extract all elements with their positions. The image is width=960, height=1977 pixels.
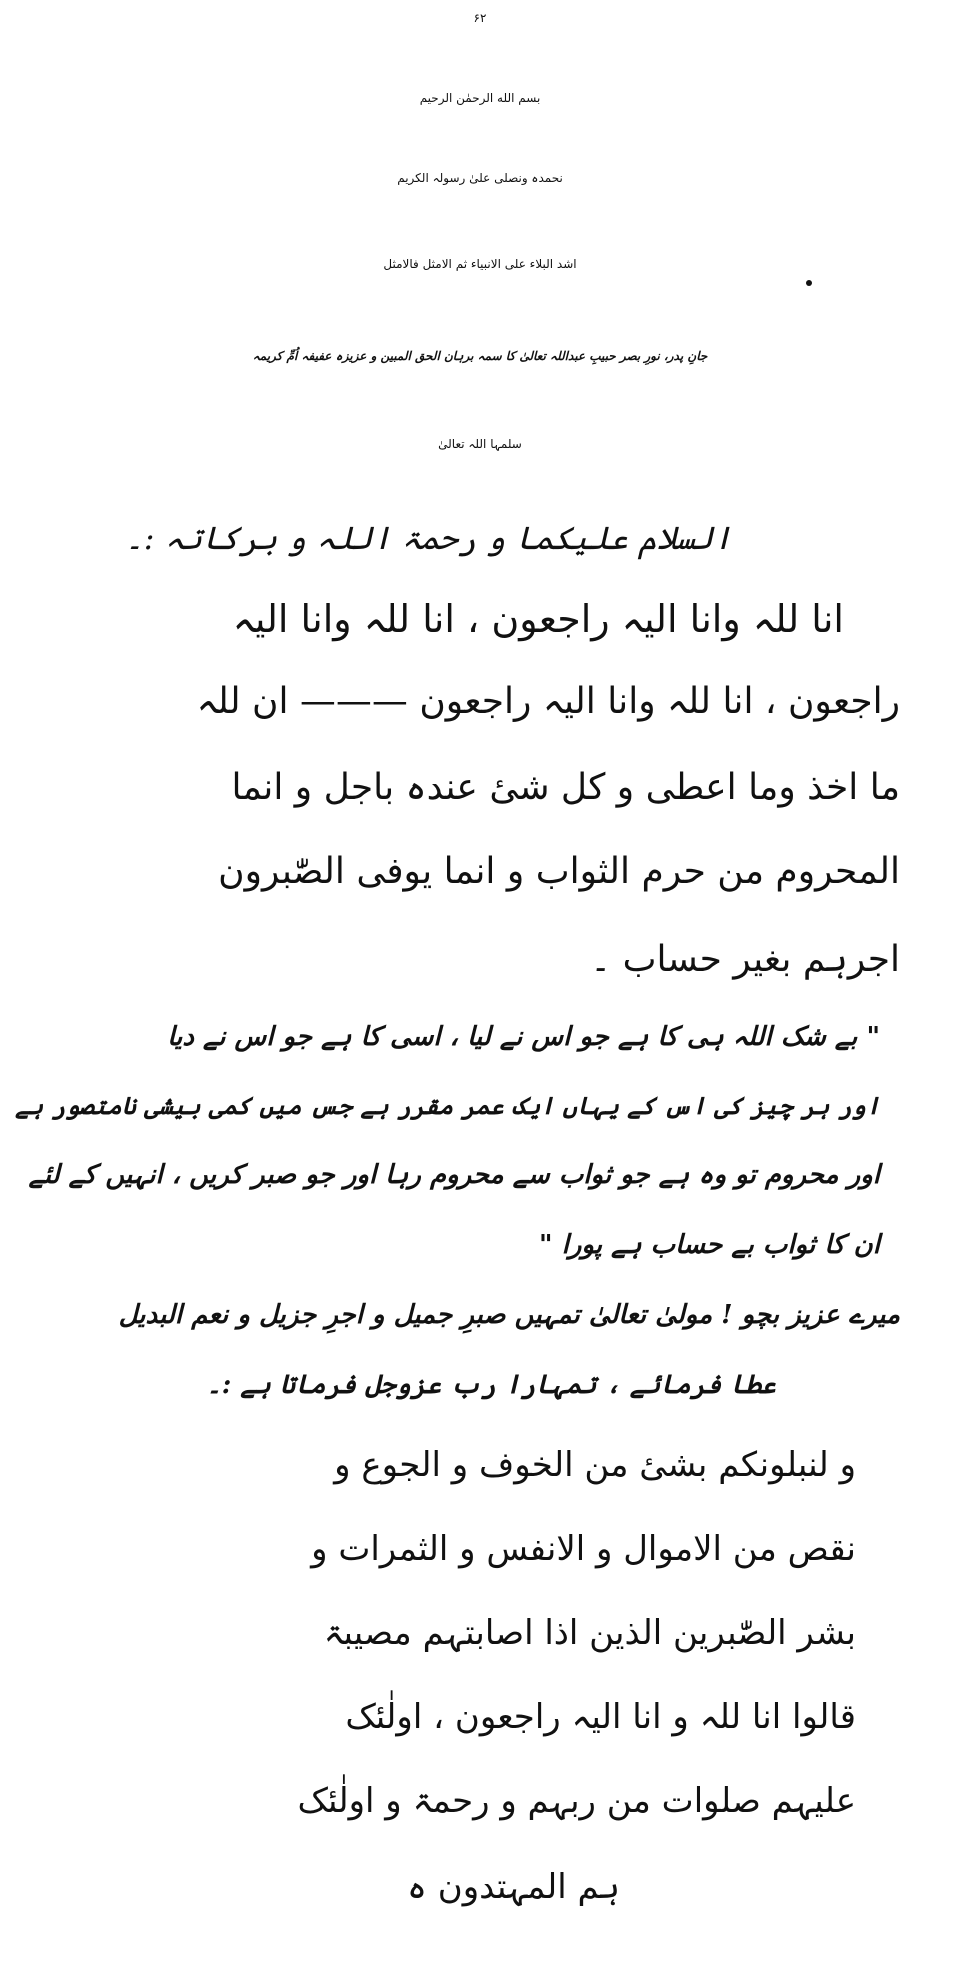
translation-line: اور محروم تو وہ ہے جو ثواب سے محروم رہا اور جو صبر کریں ، انہیں کے لئے: [28, 1160, 880, 1190]
address-blessing: سلمہا اللہ تعالیٰ: [438, 437, 522, 451]
salutation-line: نحمدہ ونصلی علیٰ رسولہ الکریم: [397, 171, 563, 185]
dua-line: میرے عزیز بچو ! مولیٰ تعالیٰ تمہیں صبرِ جمیل و اجرِ جزیل و نعم البدیل: [118, 1300, 900, 1330]
page-number: ۶۲: [473, 11, 487, 25]
arabic-line: انا للہ وانا الیہ راجعون ، انا للہ وانا الیہ: [232, 597, 844, 641]
quran-line: بشر الصّٰبرین الذین اذا اصابتہم مصیبۃ: [323, 1613, 856, 1653]
dua-line: عطا فرمائے ، تمہارا رب عزوجل فرماتا ہے :۔: [206, 1370, 776, 1400]
quran-line: علیہم صلوات من ربہم و رحمۃ و اولٰئک: [297, 1781, 856, 1821]
translation-line: اور ہر چیز کی اس کے یہاں ایک عمر مقرر ہے جس میں کمی بیشی نامتصور ہے: [15, 1091, 880, 1120]
translation-line: " بے شک اللہ ہی کا ہے جو اس نے لیا ، اسی کا ہے جو اس نے دیا: [167, 1022, 880, 1052]
hadith-line: اشد البلاء علی الانبیاء ثم الامثل فالامثل: [383, 257, 577, 271]
quran-line: ہم المہتدون ہ: [407, 1867, 620, 1907]
quran-line: قالوا انا للہ و انا الیہ راجعون ، اولٰئک: [345, 1697, 856, 1737]
arabic-line: راجعون ، انا للہ وانا الیہ راجعون ——— ان للہ: [196, 681, 900, 722]
margin-dot: [806, 280, 812, 286]
greeting: السلام علیکما و رحمۃ اللہ و برکاتہ :۔: [125, 519, 732, 557]
translation-line: ان کا ثواب بے حساب ہے پورا ": [539, 1230, 880, 1260]
address-line: جانِ پدر، نورِ بصر حبیبِ عبداللہ تعالیٰ کا سمہ برہان الحق المبین و عزیزہ عفیفہ اُمِّ کریمہ: [252, 349, 708, 363]
arabic-line: اجرہم بغیر حساب ۔: [590, 939, 900, 980]
arabic-line: المحروم من حرم الثواب و انما یوفی الصّٰبرون: [218, 851, 900, 892]
basmala: بسم الله الرحمٰن الرحیم: [419, 91, 541, 105]
quran-line: و لنبلونکم بشیٔ من الخوف و الجوع و: [334, 1445, 856, 1485]
quran-line: نقص من الاموال و الانفس و الثمرات و: [311, 1529, 856, 1569]
arabic-line: ما اخذ وما اعطی و کل شیٔ عندہ باجل و انما: [231, 767, 900, 808]
